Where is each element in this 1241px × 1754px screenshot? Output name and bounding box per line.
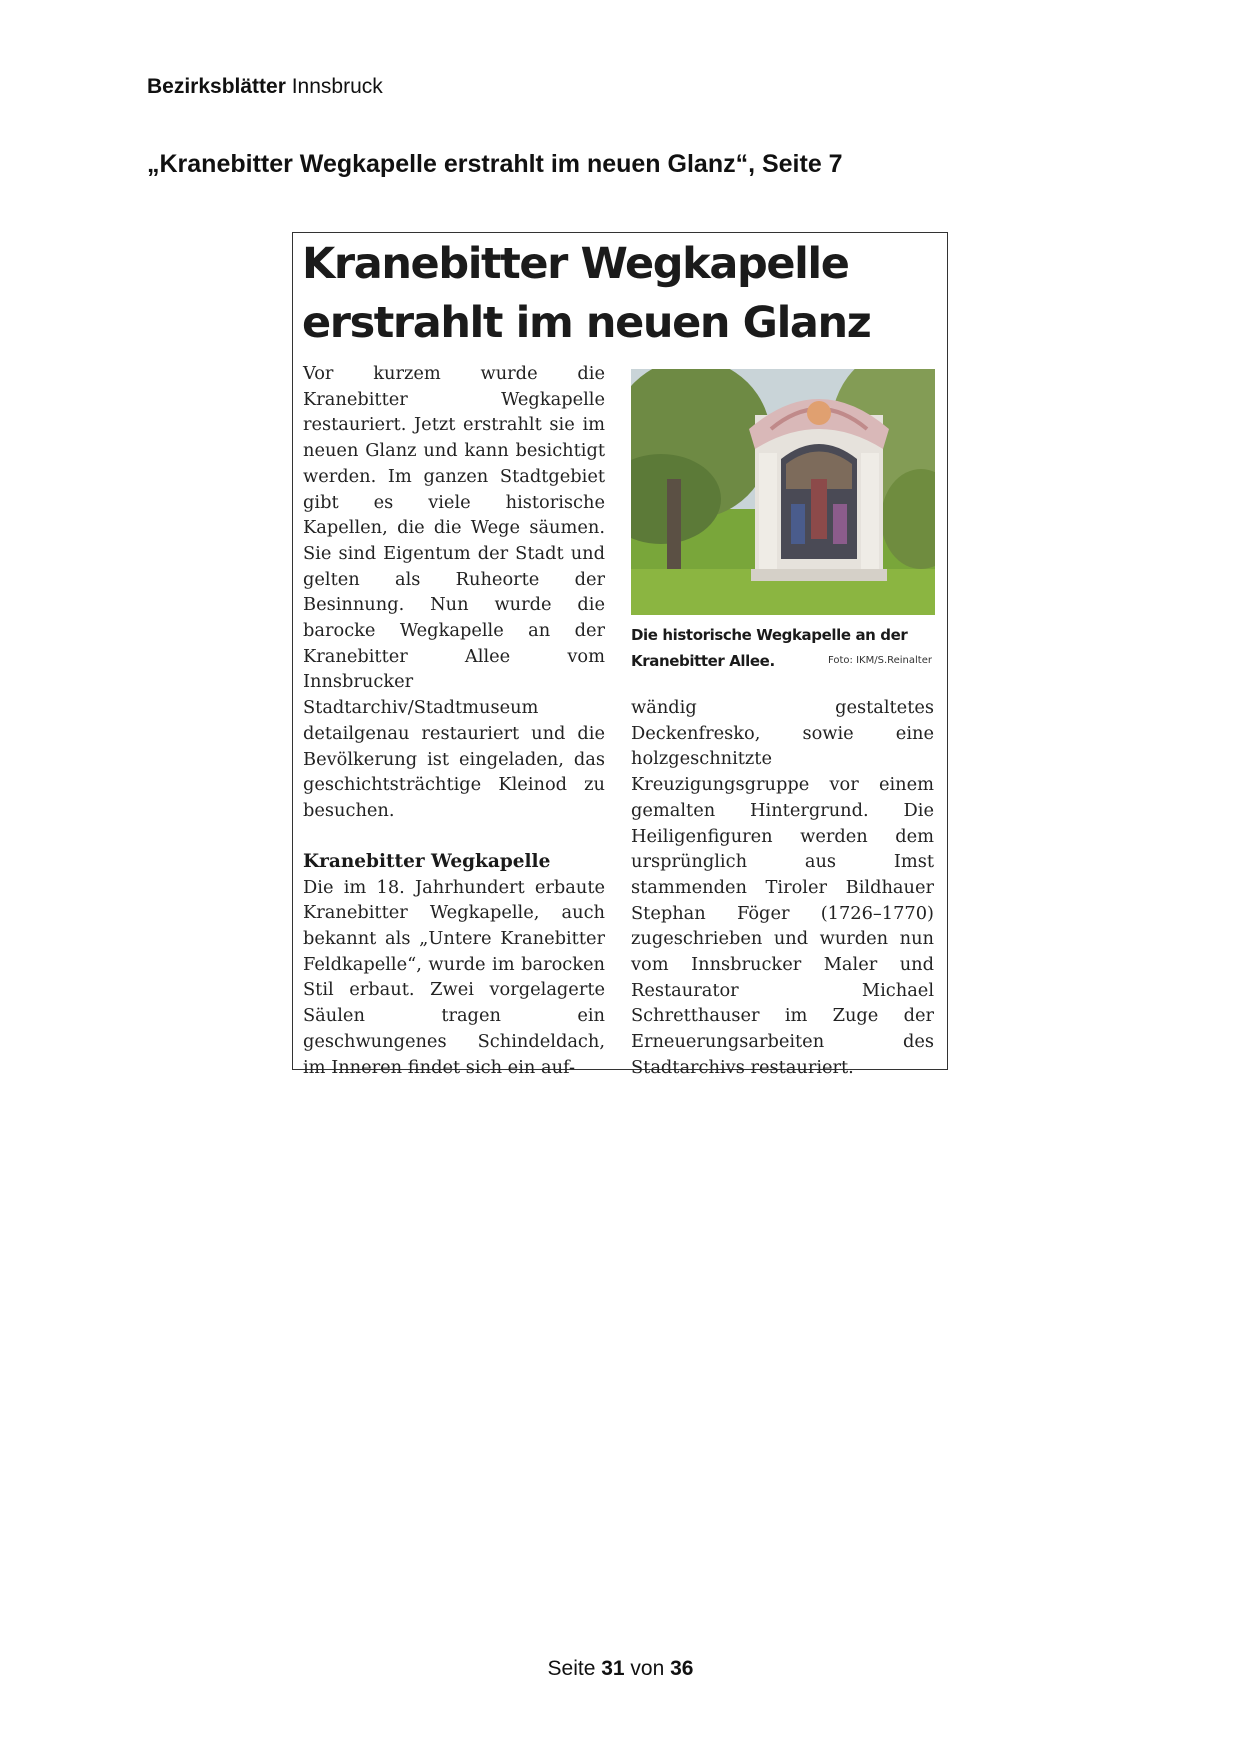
right-column <box>631 695 934 1081</box>
page-footer <box>0 1656 1241 1682</box>
total-pages: 36 <box>670 1657 694 1680</box>
publication-line <box>147 74 383 100</box>
footer-prefix: Seite <box>547 1657 602 1680</box>
footer-middle: von <box>624 1657 671 1680</box>
clipping-headline: Kranebitter Wegkapelle erstrahlt im neuen Glanz <box>302 239 871 348</box>
newspaper-clipping <box>292 232 948 1078</box>
intro-paragraph: Vor kurzem wurde die Kranebitter Wegkapelle restauriert. Jetzt erstrahlt sie im neuen Glanz und kann besichtigt werden. Im ganzen Stadtgebiet gibt es viele historische Kapellen, die die Wege säumen. Sie sind Eigentum der Stadt und gelten als Ruheorte der Besinnung. Nun wurde die barocke Wegkapelle an der Kranebitter Allee vom Innsbrucker Stadtarchiv/Stadtmuseum detailgenau restauriert und die Bevölkerung ist eingeladen, das geschichtsträchtige Kleinod zu besuchen. <box>303 363 605 821</box>
article-reference-heading: „Kranebitter Wegkapelle erstrahlt im neuen Glanz“, Seite 7 <box>147 150 843 178</box>
left-column <box>303 361 605 1080</box>
publication-location: Innsbruck <box>285 75 383 98</box>
section-subheading: Kranebitter Wegkapelle <box>303 850 551 872</box>
body-paragraph-right: wändig gestaltetes Deckenfresko, sowie eine holzgeschnitzte Kreuzigungsgruppe vor einem gemalten Hintergrund. Die Heiligenfiguren werden dem ursprünglich aus Imst stammenden Tiroler Bildhauer Stephan Föger (1726–1770) zugeschrieben und wurden nun vom Innsbrucker Maler und Restaurator Michael Schretthauser im Zuge der Erneuerungsarbeiten des Stadtarchivs restauriert. <box>631 697 934 1078</box>
photo-caption: Die historische Wegkapelle an der Kranebitter Allee. <box>631 626 908 670</box>
body-paragraph-left: Die im 18. Jahrhundert erbaute Kranebitter Wegkapelle, auch bekannt als „Untere Kranebitter Feldkapelle“, wurde im barocken Stil erbaut. Zwei vorgelagerte Säulen tragen ein geschwungenes Schindeldach, im Inneren findet sich ein auf- <box>303 876 605 1078</box>
publication-name: Bezirksblätter <box>147 75 286 98</box>
photo-credit: Foto: IKM/S.Reinalter <box>828 655 932 666</box>
chapel-photo <box>631 369 935 615</box>
current-page-number: 31 <box>601 1657 625 1680</box>
